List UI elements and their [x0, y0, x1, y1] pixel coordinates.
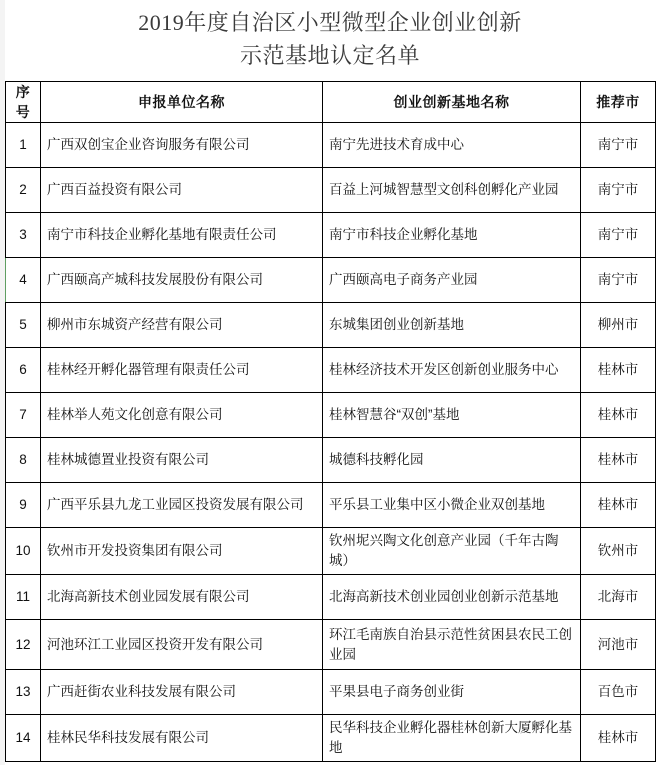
table-row: [6, 168, 656, 213]
column-header-base: 创业创新基地名称: [323, 82, 581, 123]
cell-city: 桂林市: [581, 715, 656, 762]
cell-index: 1: [6, 123, 41, 168]
table-header-row: [6, 82, 656, 123]
cell-base: 北海高新技术创业园创业创新示范基地: [323, 575, 581, 620]
cell-unit: 广西赶街农业科技发展有限公司: [41, 670, 323, 715]
cell-base: 百益上河城智慧型文创科创孵化产业园: [323, 168, 581, 213]
cell-city: 桂林市: [581, 438, 656, 483]
cell-city: 柳州市: [581, 303, 656, 348]
table-row: [6, 715, 656, 762]
cell-unit: 广西平乐县九龙工业园区投资发展有限公司: [41, 483, 323, 528]
cell-base: 南宁市科技企业孵化基地: [323, 213, 581, 258]
page-title: [5, 6, 655, 72]
table-row: [6, 528, 656, 575]
table-row: [6, 620, 656, 670]
table-row: [6, 575, 656, 620]
table-body: [6, 123, 656, 762]
cell-unit: 河池环江工业园区投资开发有限公司: [41, 620, 323, 670]
cell-base: 东城集团创业创新基地: [323, 303, 581, 348]
table-row: [6, 348, 656, 393]
cell-city: 南宁市: [581, 123, 656, 168]
cell-base: 平果县电子商务创业街: [323, 670, 581, 715]
cell-city: 钦州市: [581, 528, 656, 575]
cell-index: 12: [6, 620, 41, 670]
page-title-line-2: 示范基地认定名单: [239, 43, 420, 68]
cell-city: 南宁市: [581, 258, 656, 303]
cell-index: 7: [6, 393, 41, 438]
cell-base: 平乐县工业集中区小微企业双创基地: [323, 483, 581, 528]
cell-base: 城德科技孵化园: [323, 438, 581, 483]
cell-unit: 钦州市开发投资集团有限公司: [41, 528, 323, 575]
cell-base: 钦州坭兴陶文化创意产业园（千年古陶城）: [323, 528, 581, 575]
cell-unit: 桂林民华科技发展有限公司: [41, 715, 323, 762]
cell-city: 南宁市: [581, 213, 656, 258]
cell-unit: 桂林城德置业投资有限公司: [41, 438, 323, 483]
column-header-city: 推荐市: [581, 82, 656, 123]
cell-city: 河池市: [581, 620, 656, 670]
table-row: [6, 258, 656, 303]
cell-index: 13: [6, 670, 41, 715]
table-header: [6, 82, 656, 123]
table-row: [6, 303, 656, 348]
cell-index: 2: [6, 168, 41, 213]
cell-city: 桂林市: [581, 393, 656, 438]
cell-base: 民华科技企业孵化器桂林创新大厦孵化基地: [323, 715, 581, 762]
cell-city: 桂林市: [581, 348, 656, 393]
cell-base: 广西颐高电子商务产业园: [323, 258, 581, 303]
approved-base-list-table: [5, 81, 656, 762]
cell-unit: 广西百益投资有限公司: [41, 168, 323, 213]
table-row: [6, 438, 656, 483]
cell-index: 6: [6, 348, 41, 393]
cell-city: 南宁市: [581, 168, 656, 213]
cell-index: 4: [6, 258, 41, 303]
page-title-line-1: 2019年度自治区小型微型企业创业创新: [138, 10, 522, 35]
cell-index: 3: [6, 213, 41, 258]
cell-base: 环江毛南族自治县示范性贫困县农民工创业园: [323, 620, 581, 670]
cell-unit: 广西颐高产城科技发展股份有限公司: [41, 258, 323, 303]
cell-index: 10: [6, 528, 41, 575]
cell-index: 14: [6, 715, 41, 762]
column-header-index: 序号: [6, 82, 41, 123]
cell-unit: 柳州市东城资产经营有限公司: [41, 303, 323, 348]
cell-city: 桂林市: [581, 483, 656, 528]
cell-base: 桂林经济技术开发区创新创业服务中心: [323, 348, 581, 393]
cell-index: 8: [6, 438, 41, 483]
cell-city: 百色市: [581, 670, 656, 715]
cell-index: 5: [6, 303, 41, 348]
column-header-unit: 申报单位名称: [41, 82, 323, 123]
table-row: [6, 123, 656, 168]
cell-unit: 桂林举人苑文化创意有限公司: [41, 393, 323, 438]
cell-city: 北海市: [581, 575, 656, 620]
table-row: [6, 393, 656, 438]
table-row: [6, 483, 656, 528]
cell-index: 11: [6, 575, 41, 620]
cell-unit: 南宁市科技企业孵化基地有限责任公司: [41, 213, 323, 258]
cell-base: 南宁先进技术育成中心: [323, 123, 581, 168]
cell-unit: 桂林经开孵化器管理有限责任公司: [41, 348, 323, 393]
cell-unit: 北海高新技术创业园发展有限公司: [41, 575, 323, 620]
table-row: [6, 213, 656, 258]
cell-unit: 广西双创宝企业咨询服务有限公司: [41, 123, 323, 168]
table-row: [6, 670, 656, 715]
cell-base: 桂林智慧谷“双创”基地: [323, 393, 581, 438]
cell-index: 9: [6, 483, 41, 528]
